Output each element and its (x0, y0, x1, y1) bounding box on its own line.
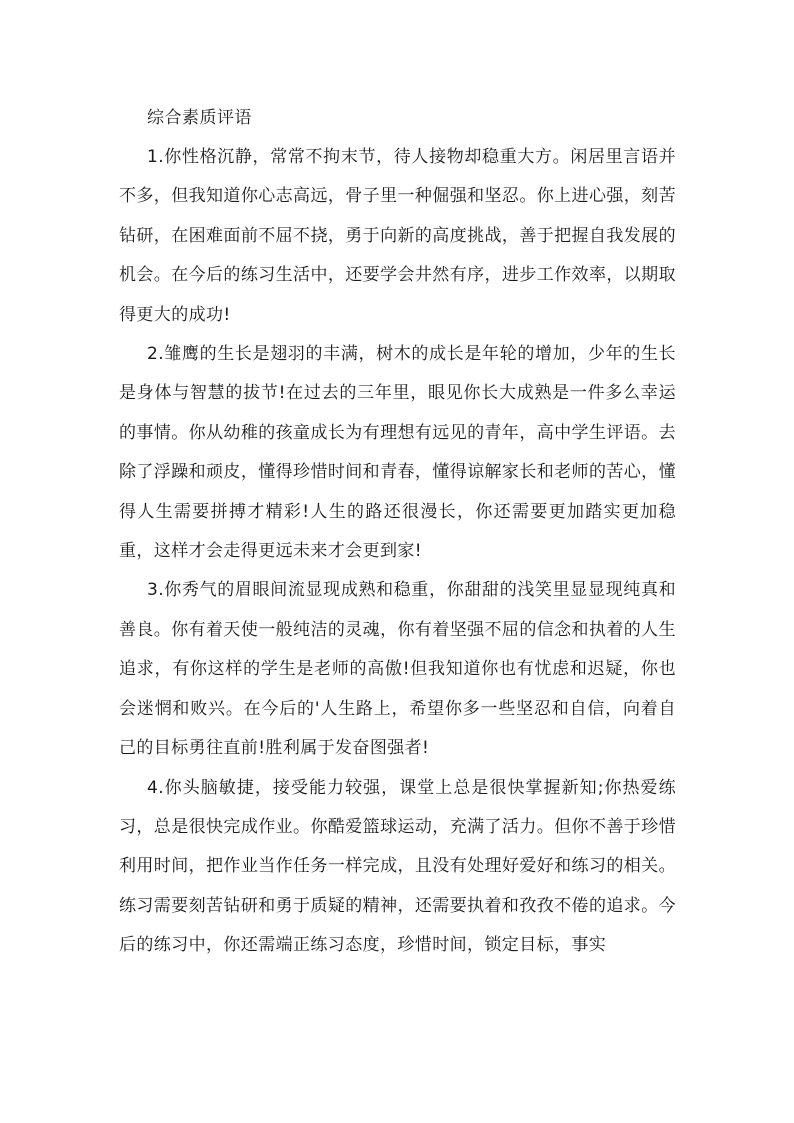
comment-paragraph-2: 2.雏鹰的生长是翅羽的丰满，树木的成长是年轮的增加，少年的生长是身体与智慧的拔节!在过去的三年里，眼见你长大成熟是一件多么幸运的事情。你从幼稚的孩童成长为有理想有远见的青年，高中学生评语。去除了浮躁和顽皮，懂得珍惜时间和青春，懂得谅解家长和老师的苦心，懂得人生需要拼搏才精彩!人生的路还很漫长，你还需要更加踏实更加稳重，这样才会走得更远未来才会更到家! (119, 344, 676, 562)
comment-paragraph-1: 1.你性格沉静，常常不拘末节，待人接物却稳重大方。闲居里言语并不多，但我知道你心志高远，骨子里一种倔强和坚忍。你上进心强，刻苦钻研，在困难面前不屈不挠，勇于向新的高度挑战，善于把握自我发展的机会。在今后的练习生活中，还要学会井然有序，进步工作效率，以期取得更大的成功! (119, 147, 676, 325)
comment-paragraph-4: 4.你头脑敏捷，接受能力较强，课堂上总是很快掌握新知;你热爱练习，总是很快完成作业。你酷爱篮球运动，充满了活力。但你不善于珍惜利用时间，把作业当作任务一样完成，且没有处理好爱好和练习的相关。练习需要刻苦钻研和勇于质疑的精神，还需要执着和孜孜不倦的追求。今后的练习中，你还需端正练习态度，珍惜时间，锁定目标，事实 (119, 777, 676, 956)
comment-paragraph-3: 3.你秀气的眉眼间流显现成熟和稳重，你甜甜的浅笑里显显现纯真和善良。你有着天使一般纯洁的灵魂，你有着坚强不屈的信念和执着的人生追求，有你这样的学生是老师的高傲!但我知道你也有忧虑和迟疑，你也会迷惘和败兴。在今后的'人生路上，希望你多一些坚忍和自信，向着自己的目标勇往直前!胜利属于发奋图强者! (119, 580, 676, 759)
document-title: 综合素质评语 (147, 108, 252, 128)
document-page (119, 98, 676, 966)
